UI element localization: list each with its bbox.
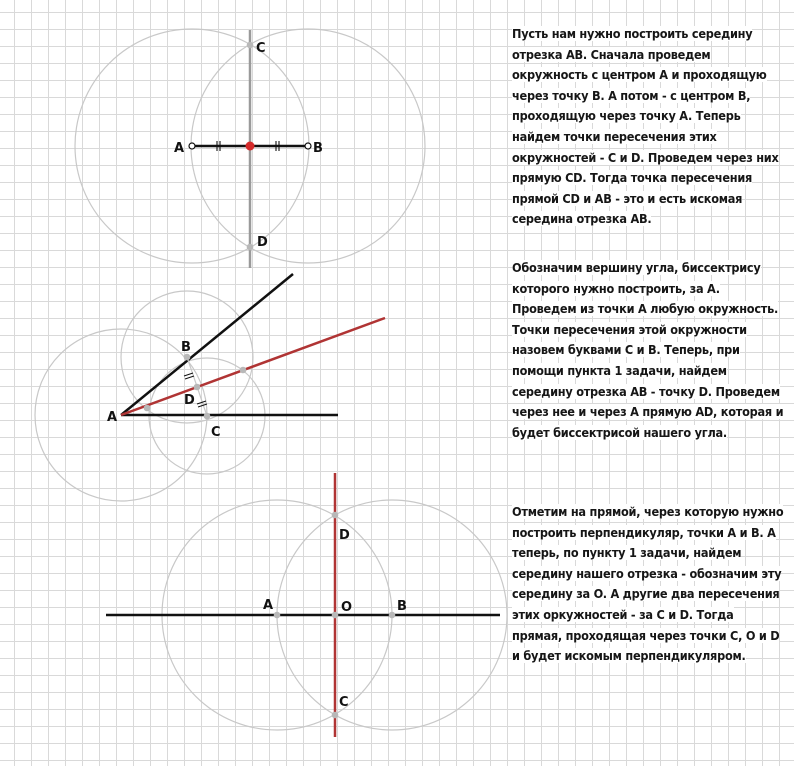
midpoint-marker bbox=[246, 142, 255, 151]
point-d bbox=[247, 244, 254, 251]
point-a bbox=[274, 612, 281, 619]
label-c: C bbox=[256, 41, 266, 56]
point-o bbox=[332, 612, 339, 619]
label-d: D bbox=[184, 393, 195, 408]
construction-2-bisector bbox=[35, 274, 385, 501]
label-a: A bbox=[263, 598, 274, 613]
label-b: B bbox=[313, 141, 323, 156]
label-c: C bbox=[339, 695, 349, 710]
point-b bbox=[305, 143, 311, 149]
point-d bbox=[332, 512, 339, 519]
bisector-line bbox=[121, 318, 385, 415]
point-c bbox=[204, 413, 211, 420]
label-b: B bbox=[397, 599, 407, 614]
point-a bbox=[189, 143, 195, 149]
angle-ray-upper bbox=[121, 274, 293, 415]
label-b: B bbox=[181, 340, 191, 355]
construction-3-perpendicular bbox=[106, 473, 507, 737]
instruction-bisector bbox=[512, 258, 784, 443]
instruction-bisector-text: Обозначим вершину угла, биссектрису которого нужно построить, за A. Проведем из точки A любую окружность. Точки пересечения этой окружности назовем буквами C и B. Теперь, при помощи пункта 1 задачи, найдем середину отрезка AB - точку D. Проведем через нее и через A прямую AD, которая и будет биссектрисой нашего угла. bbox=[512, 260, 784, 440]
instruction-midpoint bbox=[512, 24, 784, 230]
label-c: C bbox=[211, 425, 221, 440]
point-c bbox=[247, 42, 254, 49]
point-intersection-1 bbox=[144, 405, 151, 412]
label-d: D bbox=[257, 235, 268, 250]
point-c bbox=[332, 712, 339, 719]
label-d: D bbox=[339, 528, 350, 543]
label-o: O bbox=[341, 600, 353, 615]
instruction-perpendicular bbox=[512, 502, 784, 667]
label-a: A bbox=[174, 141, 185, 156]
construction-1-midpoint bbox=[75, 29, 425, 268]
point-b bbox=[389, 612, 396, 619]
instruction-midpoint-text: Пусть нам нужно построить середину отрезка AB. Сначала проведем окружность с центром A и проходящую через точку B. A потом - с центром B, проходящую через точку A. Теперь найдем точки пересечения этих окружностей - C и D. Проведем через них прямую CD. Тогда точка пересечения прямой CD и AB - это и есть искомая середина отрезка AB. bbox=[512, 26, 779, 227]
point-d bbox=[194, 384, 201, 391]
instruction-perpendicular-text: Отметим на прямой, через которую нужно построить перпендикуляр, точки A и B. A теперь, по пункту 1 задачи, найдем середину нашего отрезка - обозначим эту середину за O. A другие два пересечения этих оркужностей - за C и D. Тогда прямая, проходящая через точки C, O и D и будет искомым перпендикуляром. bbox=[512, 504, 784, 664]
label-a: A bbox=[107, 410, 118, 425]
point-intersection-2 bbox=[240, 367, 247, 374]
